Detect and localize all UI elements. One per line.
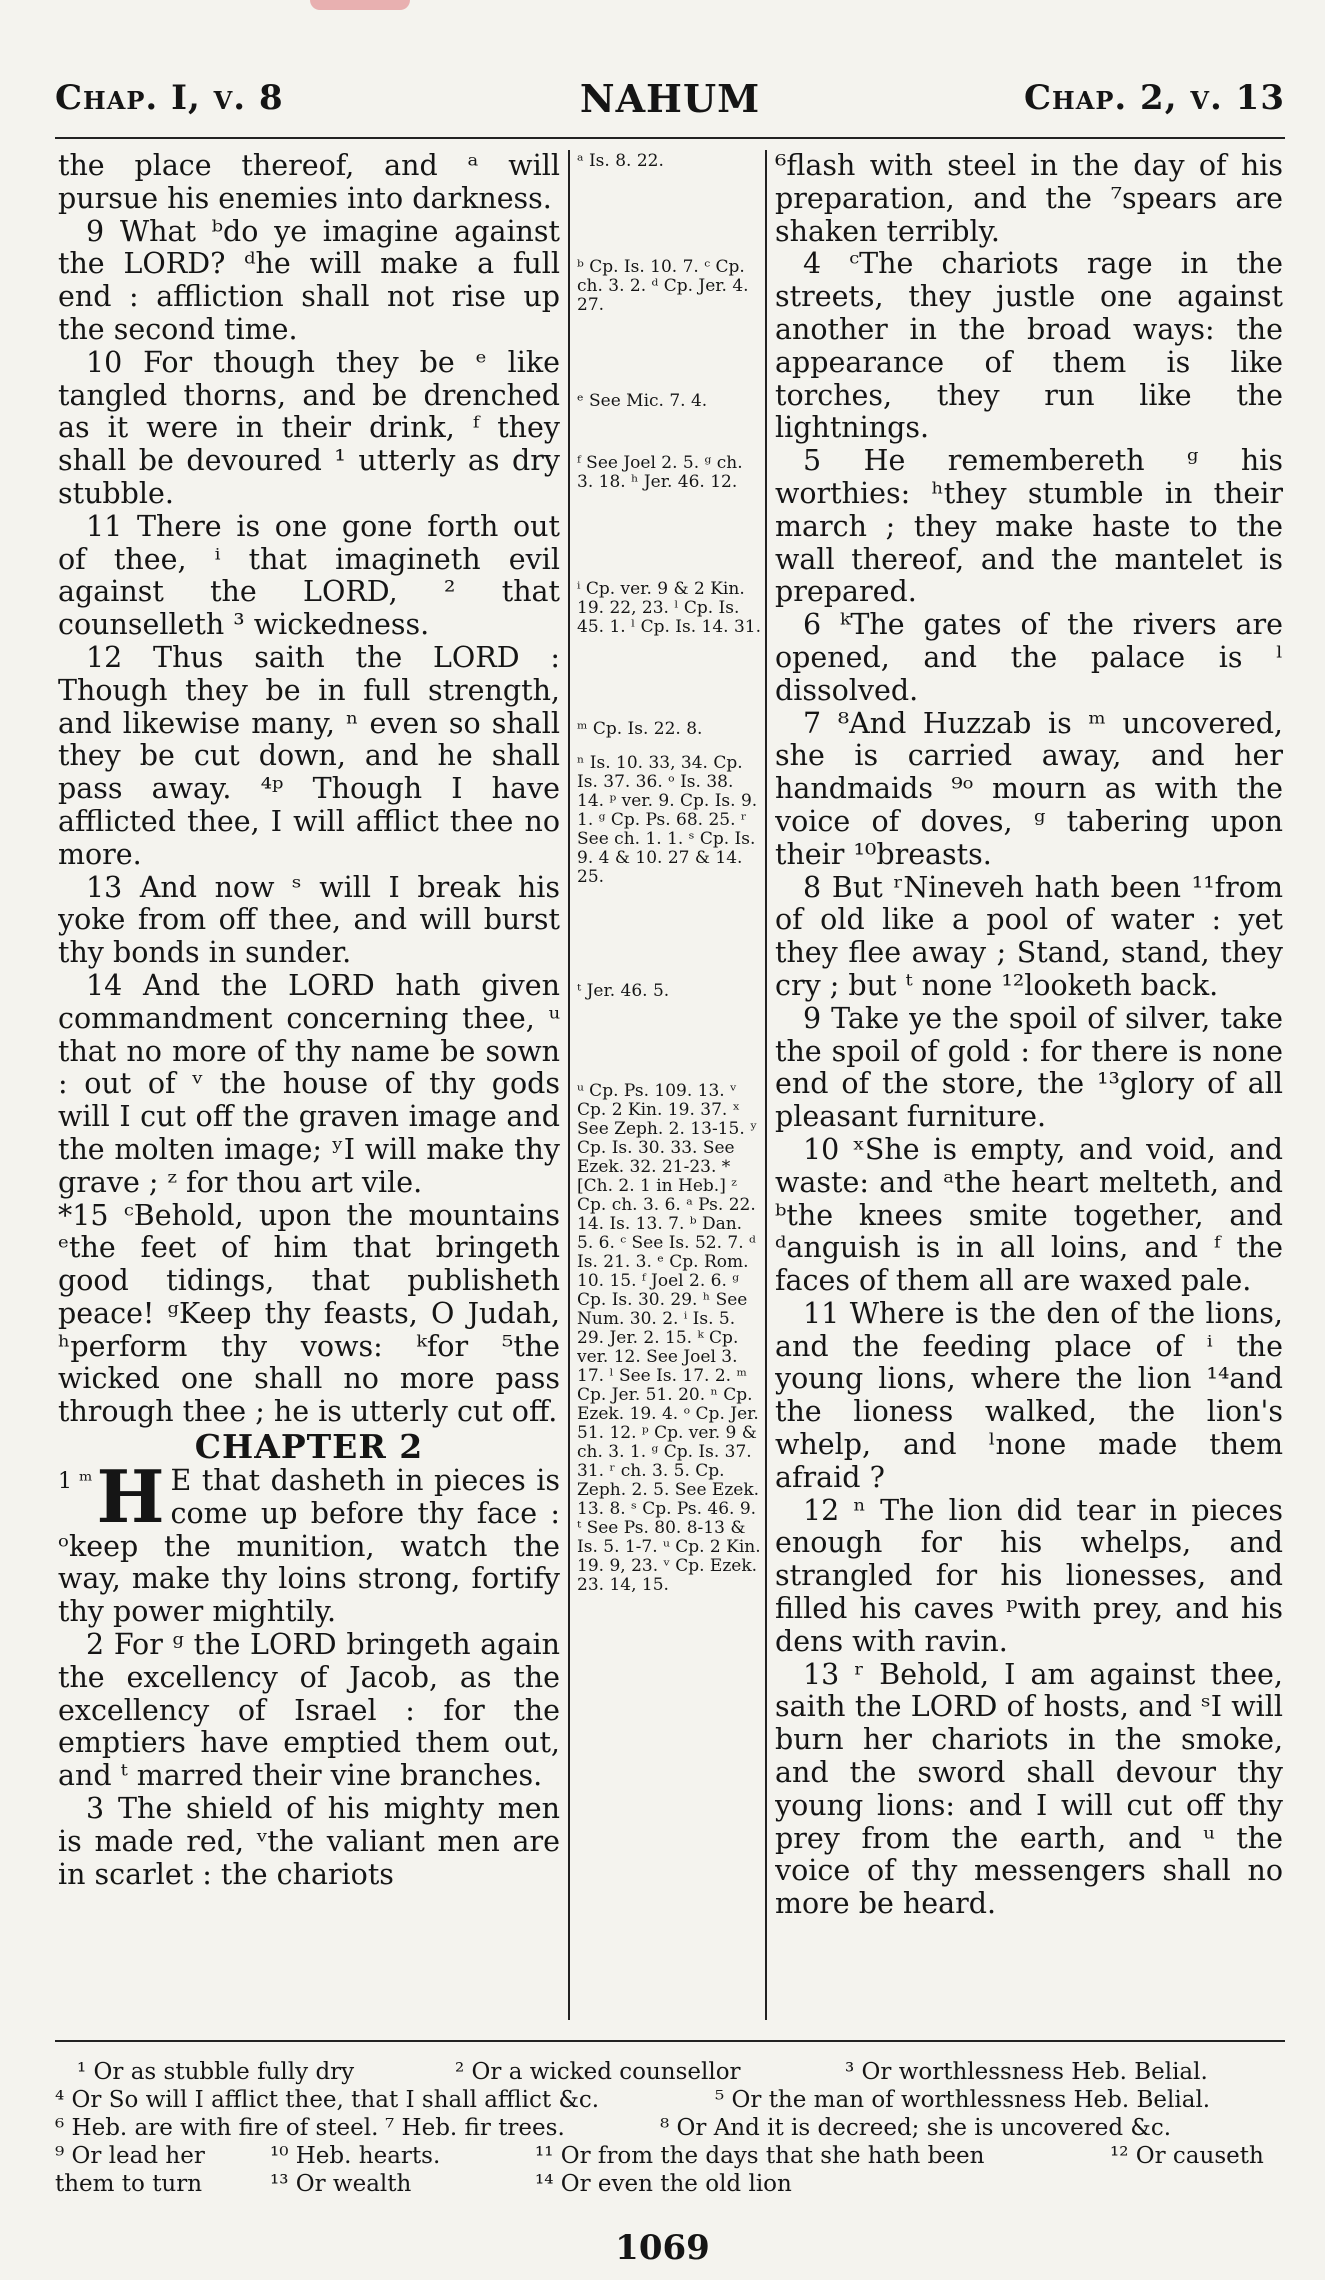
verse-paragraph: 12 Thus saith the LORD : Though they be in full strength, and likewise many, ⁿ even so shall they be cut down, and he shall pass away. ⁴ᵖ Though I have afflicted thee, I will afflict thee no more. <box>58 640 560 871</box>
margin-ref: ᵇ Cp. Is. 10. 7. ᶜ Cp. ch. 3. 2. ᵈ Cp. Jer. 4. 27. <box>577 257 749 315</box>
footnote-line <box>55 2114 1285 2142</box>
verse-paragraph: 11 There is one gone forth out of thee, ⁱ that imagineth evil against the LORD, ² that counselleth ³ wickedness. <box>58 509 560 642</box>
header-right-reference: Chap. 2, v. 13 <box>1023 78 1285 118</box>
verse-paragraph: the place thereof, and ᵃ will pursue his enemies into darkness. <box>58 150 560 215</box>
margin-ref: ᵐ Cp. Is. 22. 8. <box>577 719 703 739</box>
right-text-column <box>775 150 1283 2030</box>
footnote: ⁷ Heb. fir trees. <box>385 2115 565 2141</box>
margin-ref: ᵃ Is. 8. 22. <box>577 151 664 171</box>
page-corner-mark <box>310 0 410 10</box>
verse-number-marker: 1 ᵐ <box>58 1469 93 1495</box>
footnote: ⁴ Or So will I afflict thee, that I shall afflict &c. <box>55 2087 600 2113</box>
footnote: ¹ Or as stubble fully dry <box>77 2059 355 2085</box>
footnotes <box>55 2058 1285 2198</box>
verse-paragraph: 3 The shield of his mighty men is made red, ᵛthe valiant men are in scarlet : the chariots <box>58 1792 560 1891</box>
verse-paragraph: 2 For ᵍ the LORD bringeth again the excellency of Jacob, as the excellency of Israel : for the emptiers have emptied them out, and ᵗ marred their vine branches. <box>58 1628 560 1793</box>
verse-paragraph: *15 ᶜBehold, upon the mountains ᵉthe feet of him that bringeth good tidings, that publisheth peace! ᵍKeep thy feasts, O Judah, ʰperform thy vows: ᵏfor ⁵the wicked one shall no more pass through thee ; he is utterly cut off. <box>58 1198 560 1429</box>
margin-ref: ⁿ Is. 10. 33, 34. Cp. Is. 37. 36. ᵒ Is. 38. 14. ᵖ ver. 9. Cp. Is. 9. 1. ᵍ Cp. Ps. 68. 25. ʳ See ch. 1. 1. ˢ Cp. Is. 9. 4 & 10. 27 & 14. 25. <box>577 753 758 887</box>
verse-paragraph: 11 Where is the den of the lions, and the feeding place of ⁱ the young lions, where the lion ¹⁴and the lioness walked, the lion's whelp, and ˡnone made them afraid ? <box>775 1296 1283 1494</box>
verse-paragraph: 4 ᶜThe chariots rage in the streets, they justle one against another in the broad ways: the appearance of them is like torches, they run like the lightnings. <box>775 247 1283 445</box>
footnote: ⁶ Heb. are with fire of steel. <box>55 2115 379 2141</box>
verse-paragraph: ⁶flash with steel in the day of his preparation, and the ⁷spears are shaken terribly. <box>775 150 1283 248</box>
footnote: ⁸ Or And it is decreed; she is uncovered &c. <box>660 2115 1172 2141</box>
margin-ref: ᵉ See Mic. 7. 4. <box>577 391 708 411</box>
footnote: ³ Or worthlessness Heb. Belial. <box>845 2059 1208 2085</box>
verse-paragraph: 14 And the LORD hath given commandment concerning thee, ᵘ that no more of thy name be sown : out of ᵛ the house of thy gods will I cut off the graven image and the molten image; ʸI will make thy grave ; ᶻ for thou art vile. <box>58 968 560 1199</box>
footnote: ⁵ Or the man of worthlessness Heb. Belial. <box>715 2087 1211 2113</box>
chapter-heading: CHAPTER 2 <box>194 1427 424 1467</box>
verse-paragraph: 13 And now ˢ will I break his yoke from off thee, and will burst thy bonds in sunder. <box>58 870 560 970</box>
footnote-rule <box>55 2040 1285 2042</box>
margin-ref: ⁱ Cp. ver. 9 & 2 Kin. 19. 22, 23. ˡ Cp. Is. 45. 1. ˡ Cp. Is. 14. 31. <box>577 579 762 637</box>
footnote: ¹¹ Or from the days that she hath been <box>535 2143 985 2169</box>
footnote-line <box>55 2086 1285 2114</box>
column-rule-right <box>765 150 767 2020</box>
drop-cap: H <box>96 1454 165 1540</box>
header-rule <box>55 137 1285 139</box>
footnote-line <box>55 2170 1285 2198</box>
margin-ref: ᵗ Jer. 46. 5. <box>577 981 670 1001</box>
margin-references <box>577 150 762 2030</box>
footnote: ¹³ Or wealth <box>270 2171 412 2197</box>
chapter-opening-text: E that dasheth in pieces is come up before thy face : ᵒkeep the munition, watch the way, make thy loins strong, fortify thy power mightily. <box>58 1464 560 1629</box>
footnote-line <box>55 2142 1285 2170</box>
book-title: NAHUM <box>579 76 761 121</box>
margin-ref: ᶠ See Joel 2. 5. ᵍ ch. 3. 18. ʰ Jer. 46. 12. <box>577 453 743 492</box>
footnote: ¹⁰ Heb. hearts. <box>270 2143 441 2169</box>
verse-paragraph: 9 What ᵇdo ye imagine against the LORD? ᵈhe will make a full end : affliction shall not rise up the second time. <box>58 214 560 346</box>
verse-paragraph: 8 But ʳNineveh hath been ¹¹from of old like a pool of water : yet they flee away ; Stand, stand, they cry ; but ᵗ none ¹²looketh back. <box>775 870 1283 1002</box>
running-header <box>55 78 1285 128</box>
verse-paragraph: 13 ʳ Behold, I am against thee, saith the LORD of hosts, and ˢI will burn her chariots in the smoke, and the sword shall devour thy young lions: and I will cut off thy prey from the earth, and ᵘ the voice of thy messengers shall no more be heard. <box>775 1657 1283 1921</box>
left-text-column <box>58 150 560 2030</box>
chapter-opening-paragraph <box>58 1454 560 1629</box>
footnote: ⁹ Or lead her <box>55 2143 205 2169</box>
page-number: 1069 <box>615 2228 710 2268</box>
verse-paragraph: 9 Take ye the spoil of silver, take the spoil of gold : for there is none end of the store, the ¹³glory of all pleasant furniture. <box>775 1001 1283 1134</box>
verse-paragraph: 7 ⁸And Huzzab is ᵐ uncovered, she is carried away, and her handmaids ⁹ᵒ mourn as with the voice of doves, ᵍ tabering upon their ¹⁰breasts. <box>775 706 1283 871</box>
verse-paragraph: 10 ˣShe is empty, and void, and waste: and ᵃthe heart melteth, and ᵇthe knees smite together, and ᵈanguish is in all loins, and ᶠ the faces of them all are waxed pale. <box>775 1132 1283 1298</box>
footnote: ¹² Or causeth <box>1110 2143 1264 2169</box>
margin-ref: ᵘ Cp. Ps. 109. 13. ᵛ Cp. 2 Kin. 19. 37. ˣ See Zeph. 2. 13-15. ʸ Cp. Is. 30. 33. See Ezek. 32. 21-23. * [Ch. 2. 1 in Heb.] ᶻ Cp. ch. 3. 6. ᵃ Ps. 22. 14. Is. 13. 7. ᵇ Dan. 5. 6. ᶜ See Is. 52. 7. ᵈ Is. 21. 3. ᵉ Cp. Rom. 10. 15. ᶠ Joel 2. 6. ᵍ Cp. Is. 30. 29. ʰ See Num. 30. 2. ⁱ Is. 5. 29. Jer. 2. 15. ᵏ Cp. ver. 12. See Joel 3. 17. ˡ See Is. 17. 2. ᵐ Cp. Jer. 51. 20. ⁿ Cp. Ezek. 19. 4. ᵒ Cp. Jer. 51. 12. ᵖ Cp. ver. 9 & ch. 3. 1. ᵍ Cp. Is. 37. 31. ʳ ch. 3. 5. Cp. Zeph. 2. 5. See Ezek. 13. 8. ˢ Cp. Ps. 46. 9. ᵗ See Ps. 80. 8-13 & Is. 5. 1-7. ᵘ Cp. 2 Kin. 19. 9, 23. ᵛ Cp. Ezek. 23. 14, 15. <box>577 1081 761 1595</box>
footnote-line <box>55 2058 1285 2086</box>
column-rule-left <box>568 150 570 2020</box>
header-left-reference: Chap. I, v. 8 <box>55 78 284 118</box>
verse-paragraph: 5 He remembereth ᵍ his worthies: ʰthey stumble in their march ; they make haste to the wall thereof, and the mantelet is prepared. <box>775 444 1283 609</box>
footnote: ² Or a wicked counsellor <box>455 2059 741 2085</box>
footnote: ¹⁴ Or even the old lion <box>535 2171 792 2197</box>
verse-paragraph: 10 For though they be ᵉ like tangled thorns, and be drenched as it were in their drink, ᶠ they shall be devoured ¹ utterly as dry stubble. <box>58 345 560 510</box>
verse-paragraph: 6 ᵏThe gates of the rivers are opened, and the palace is ˡ dissolved. <box>775 608 1283 707</box>
verse-paragraph: 12 ⁿ The lion did tear in pieces enough for his whelps, and strangled for his lionesses, and filled his caves ᵖwith prey, and his dens with ravin. <box>775 1493 1283 1658</box>
footnote: them to turn <box>55 2171 203 2197</box>
